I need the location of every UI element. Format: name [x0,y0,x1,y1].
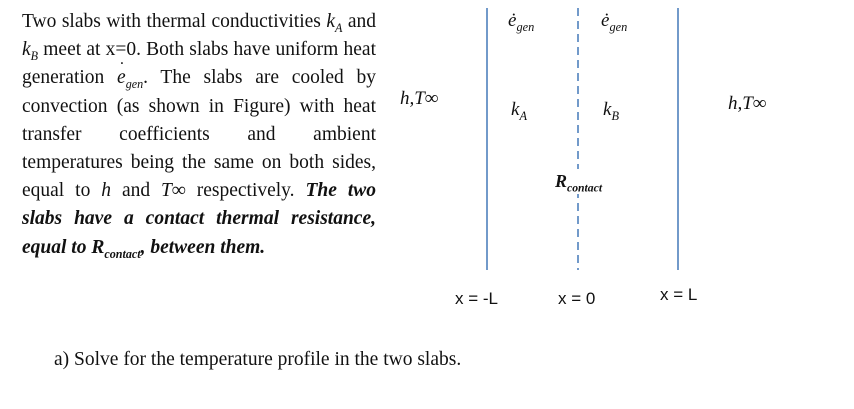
x-zero-label: x = 0 [558,289,596,308]
x-L-label: x = L [660,285,698,304]
rcontact-symbol: $R_{contact}$ [91,236,141,261]
egen-left-label: $ė_{gen}$ [508,10,535,34]
question-a: a) Solve for the temperature profile in the two slabs. [54,349,462,370]
problem-statement [22,8,376,262]
contact-resistance-statement: The two slabs have a contact thermal resistance, equal to $R_{contact}$, between them. [22,180,377,261]
x-minus-L-label: x = -L [455,289,498,308]
rcontact-label: $R_{contact}$ [555,171,603,195]
problem-text-3: meet at x=0. Both slabs have uniform heat generation [22,39,376,89]
h-symbol: h [101,180,112,202]
kA-label: $k_A$ [511,99,527,123]
egen-symbol: ˙ $e_{gen}$ [117,67,143,88]
kB-label: $k_B$ [603,99,619,123]
problem-text-1: Two slabs with thermal conductivities [22,11,321,32]
left-convection-label: h,T∞ [400,88,439,109]
kB-symbol: $k_B$ [22,39,39,64]
tinf-symbol: T∞ [161,180,186,202]
right-convection-label: h,T∞ [728,93,767,114]
problem-text-4: . The slabs are cooled by convection (as shown in Figure) with heat transfer coefficients and ambient temperatures being the same on both sides, equal to [22,67,377,202]
problem-text-5: and [111,180,162,202]
problem-text-2: and [342,11,377,32]
kA-symbol: $k_A$ [326,11,343,35]
egen-right-label: $ė_{gen}$ [601,10,628,34]
problem-text-6: respectively. [185,180,306,202]
